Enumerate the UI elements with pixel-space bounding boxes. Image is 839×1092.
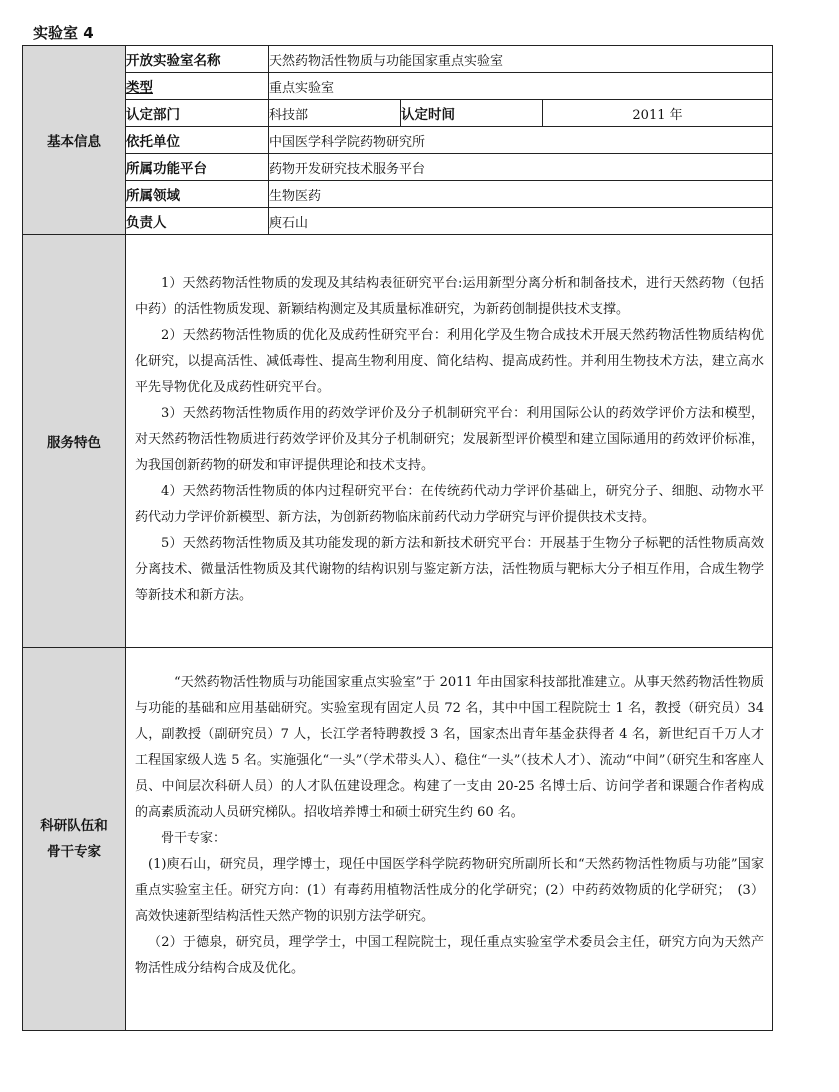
row-field bbox=[23, 181, 773, 208]
team-paragraph: “天然药物活性物质与功能国家重点实验室”于 2011 年由国家科技部批准建立。从事天然药物活性物质与功能的基础和应用基础研究。实验室现有固定人员 72 名，其中中国工程院院士 1 名，教授（研究员）34 人，副教授（副研究员）7 人，长江学者特聘教授 3 名，国家杰出青年基金获得者 4 名，新世纪百千万人才工程国家级人选 5 名。实施强化“一头”（学术带头人）、稳住“一头”（技术人才）、流动“中间”（研究生和客座人员、中间层次科研人员）的人才队伍建设理念。构建了一支由 20-25 名博士后、访问学者和课题合作者构成的高素质流动人员研究梯队。招收培养博士和硕士研究生约 60 名。 bbox=[135, 675, 765, 820]
section-basic-info: 基本信息 bbox=[23, 46, 126, 235]
row-team bbox=[23, 648, 773, 1031]
row-service bbox=[23, 235, 773, 648]
label-field: 所属领域 bbox=[126, 181, 269, 208]
row-department bbox=[23, 100, 773, 127]
row-platform bbox=[23, 154, 773, 181]
team-paragraph: 骨干专家： bbox=[161, 831, 227, 846]
lab-info-table bbox=[22, 45, 773, 1031]
label-approval-time: 认定时间 bbox=[401, 100, 543, 127]
service-paragraph: 4）天然药物活性物质的体内过程研究平台：在传统药代动力学评价基础上，研究分子、细胞、动物水平药代动力学评价新模型、新方法，为创新药物临床前药代动力学研究与评价提供技术支持。 bbox=[135, 484, 765, 525]
team-paragraph: (1)庾石山，研究员，理学博士，现任中国医学科学院药物研究所副所长和“天然药物活性物质与功能”国家重点实验室主任。研究方向：(1）有毒药用植物活性成分的化学研究；(2）中药药效物质的化学研究； (3）高效快速新型结构活性天然产物的识别方法学研究。 bbox=[135, 857, 765, 924]
value-approval-time: 2011 年 bbox=[543, 100, 773, 127]
section-team-label-line2: 骨干专家 bbox=[47, 844, 101, 860]
section-service-features: 服务特色 bbox=[23, 235, 126, 648]
value-field: 生物医药 bbox=[269, 181, 773, 208]
service-content bbox=[126, 235, 773, 648]
row-type bbox=[23, 73, 773, 100]
value-lab-name: 天然药物活性物质与功能国家重点实验室 bbox=[269, 46, 773, 73]
value-department: 科技部 bbox=[269, 100, 401, 127]
section-team-label-line1: 科研队伍和 bbox=[40, 818, 108, 834]
row-host bbox=[23, 127, 773, 154]
service-paragraph: 5）天然药物活性物质及其功能发现的新方法和新技术研究平台：开展基于生物分子标靶的活性物质高效分离技术、微量活性物质及其代谢物的结构识别与鉴定新方法，活性物质与靶标大分子相互作用，合成生物学等新技术和新方法。 bbox=[135, 536, 765, 603]
value-host-unit: 中国医学科学院药物研究所 bbox=[269, 127, 773, 154]
label-lab-name: 开放实验室名称 bbox=[126, 46, 269, 73]
section-research-team bbox=[23, 648, 126, 1031]
document-title: 实验室 4 bbox=[33, 24, 94, 42]
team-paragraph: （2）于德泉，研究员，理学学士，中国工程院院士，现任重点实验室学术委员会主任，研究方向为天然产物活性成分结构合成及优化。 bbox=[135, 935, 765, 976]
service-paragraph: 1）天然药物活性物质的发现及其结构表征研究平台:运用新型分离分析和制备技术，进行天然药物（包括中药）的活性物质发现、新颖结构测定及其质量标准研究，为新药创制提供技术支撑。 bbox=[135, 276, 765, 317]
label-leader: 负责人 bbox=[126, 208, 269, 235]
row-leader bbox=[23, 208, 773, 235]
value-leader: 庾石山 bbox=[269, 208, 773, 235]
value-type: 重点实验室 bbox=[269, 73, 773, 100]
row-lab-name bbox=[23, 46, 773, 73]
value-platform: 药物开发研究技术服务平台 bbox=[269, 154, 773, 181]
team-content bbox=[126, 648, 773, 1031]
service-paragraph: 2）天然药物活性物质的优化及成药性研究平台：利用化学及生物合成技术开展天然药物活性物质结构优化研究，以提高活性、减低毒性、提高生物利用度、简化结构、提高成药性。并利用生物技术方法，建立高水平先导物优化及成药性研究平台。 bbox=[135, 328, 765, 395]
label-host-unit: 依托单位 bbox=[126, 127, 269, 154]
service-paragraph: 3）天然药物活性物质作用的药效学评价及分子机制研究平台：利用国际公认的药效学评价方法和模型，对天然药物活性物质进行药效学评价及其分子机制研究；发展新型评价模型和建立国际通用的药效评价标准，为我国创新药物的研发和审评提供理论和技术支持。 bbox=[135, 406, 765, 473]
label-platform: 所属功能平台 bbox=[126, 154, 269, 181]
label-department: 认定部门 bbox=[126, 100, 269, 127]
label-type: 类型 bbox=[126, 73, 269, 100]
